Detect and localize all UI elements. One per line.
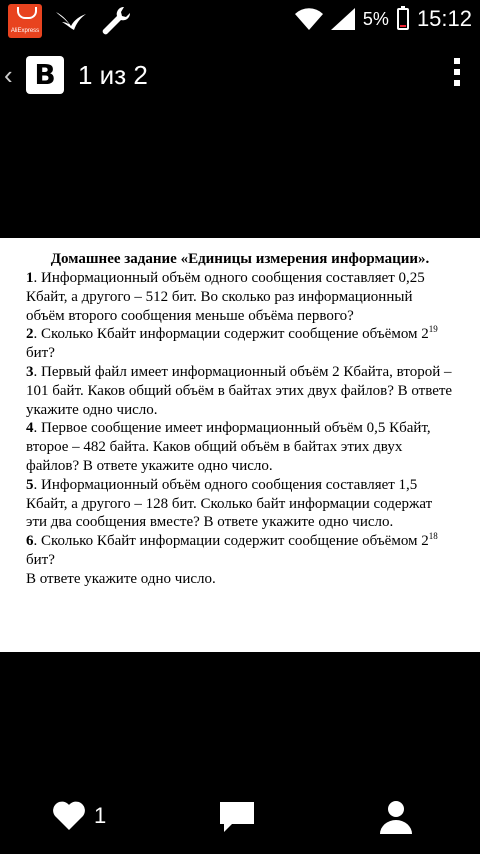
overflow-menu-icon[interactable] [454,58,460,91]
task-3: 3. Первый файл имеет информационный объём 2 Кбайта, второй – 101 байт. Каков общий объём в байтах этих двух файлов? В ответе укажите одно число. [26,363,453,418]
task-1: 1. Информационный объём одного сообщения составляет 0,25 Кбайт, а другого – 512 бит. Во сколько раз информационный объём второго сообщения меньше объёма первого? [26,270,425,324]
bottom-bar [0,790,480,854]
task-2: 2. Сколько Кбайт информации содержит сообщение объёмом $2^{19}$ бит? [26,324,438,362]
battery-percent: 5% [362,8,389,29]
signal-icon [331,8,355,30]
status-bar [0,0,480,40]
share-person-icon[interactable] [378,798,414,834]
app-logo[interactable]: В [26,56,64,94]
back-chevron-icon[interactable]: ‹ [4,60,13,90]
footer-note: В ответе укажите одно число. [26,570,216,587]
wifi-icon [295,8,323,30]
battery-icon [397,8,409,30]
app-bar [0,48,480,104]
like-count: 1 [94,803,107,828]
wrench-icon [100,5,132,37]
like-button[interactable] [52,800,106,832]
task-6: 6. Сколько Кбайт информации содержит сообщение объёмом $2^{18}$ бит? [26,531,438,568]
clock: 15:12 [416,6,472,31]
aliexpress-app-icon[interactable]: AliExpress [8,4,42,38]
homework-document[interactable] [0,238,480,652]
comment-icon[interactable] [218,800,256,834]
document-title: Домашнее задание «Единицы измерения информации». [50,251,430,267]
task-5: 5. Информационный объём одного сообщения составляет 1,5 Кбайт, а другого – 128 бит. Сколько байт информации содержат эти два сообщения вместе? В ответе укажите одно число. [26,476,433,531]
heart-icon [52,800,86,832]
page-counter: 1 из 2 [78,60,148,90]
task-4: 4. Первое сообщение имеет информационный объём 0,5 Кбайт, второе – 482 байта. Каков общий объём в байтах этих двух файлов? В ответе укажите одно число. [26,420,431,474]
swallow-bird-icon [54,8,88,34]
